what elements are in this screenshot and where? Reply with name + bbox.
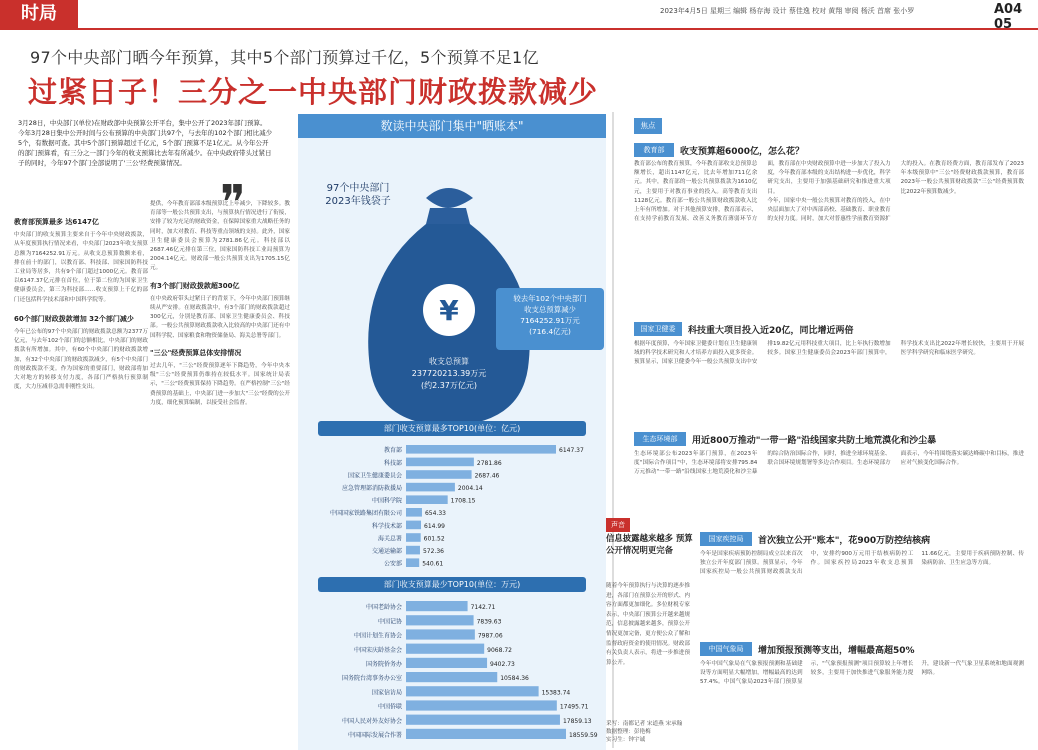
bar	[406, 715, 560, 725]
subheading: 教育部预算最多 达6147亿	[14, 218, 99, 226]
callout-line: (716.4亿元)	[529, 327, 571, 336]
section-tag-cdc: 国家疾控局	[700, 532, 752, 546]
paragraph: 今年已公布的97个中央部门的财政拨款总额为2377万亿元，与去年102个部门的总额相比，中央部门的财政拨款有所增加。其中，有60个中央部门的财政拨款增加，有32个中央部门的财政拨款减少，有5个中央部门的财政拨款不变。作为国家的重要部门，财政部将加大对地方的转移支付力度，各部门严格执行预算制度，大力压减非急需非刚性支出。	[14, 329, 148, 391]
paragraph: 在中央政府带头过紧日子的背景下，今年中央部门预算继续从严安排。在财政拨款中，有3个部门的财政拨款超过300亿元，分别是教育部、国家卫生健康委员会、科技部。一般公共预算财政拨款收入比较高的中央部门还有中国科学院、国家粮食和物资储备局、海关总署等部门。	[150, 295, 290, 339]
bar	[406, 558, 419, 567]
value-label: 654.33	[424, 510, 446, 518]
section-label: 时局	[0, 0, 78, 28]
value-label: 7987.06	[477, 632, 503, 640]
sidebar-title: 信息披露越来越多 预算公开情况明更完备	[606, 533, 693, 555]
section-tag-health: 国家卫健委	[634, 322, 682, 336]
bar	[406, 546, 420, 555]
value-label: 2781.86	[476, 459, 502, 467]
value-label: 7839.63	[476, 618, 502, 626]
category-label: 中国人民对外友好协会	[341, 717, 402, 725]
value-label: 18559.59	[569, 732, 598, 740]
total-budget-value: 237720213.39万元	[411, 369, 487, 378]
category-label: 国务院台湾事务办公室	[341, 675, 402, 683]
category-label: 科学技术部	[371, 522, 402, 530]
section-body-health	[634, 340, 1024, 428]
category-label: 国家信访局	[371, 689, 402, 697]
bar	[406, 700, 557, 710]
value-label: 6147.37	[559, 447, 584, 455]
category-label: 教育部	[383, 447, 402, 455]
value-label: 10584.36	[500, 675, 529, 683]
total-budget-caption: 收支总预算	[429, 357, 469, 366]
section-title-cdc: 首次独立公开"账本"，花900万防控结核病	[758, 536, 931, 546]
value-label: 540.61	[422, 560, 444, 568]
paragraph: 提供，今年教育部部本级预算比上年减少，下降较多。教育部等一般公共预算支出，与预算执行情况进行了衔接，安排了较为充足的财政资金，在保障国家重大战略任务的同时，加大对教育、科技等重点领域的支持。此外，国家卫生健康委员会预算为2781.86亿元。科技部以2687.46亿元排在第三位，国家国防科技工业局预算为2004.14亿元。财政部一般公共预算支出为1705.15亿元。	[150, 201, 290, 272]
value-label: 614.99	[424, 522, 446, 530]
department-count-value: 97个中央部门	[326, 183, 390, 194]
bar	[406, 729, 566, 739]
value-label: 9068.72	[487, 646, 512, 654]
value-label: 601.52	[423, 535, 445, 543]
page-number: A04 05	[994, 2, 1023, 32]
top10-chart-title: 部门收支预算最多TOP10(单位：亿元)	[318, 421, 586, 436]
paragraph: 中央部门的收支预算主要来自于今年中央财政拨款，从年度预算执行情况来看，中央部门2023年收支预算总额为7164252.91万元。从收支总预算数额来看，排在前十的部门，以教育部、科技部、国家国防科技工业局等居多，共有9个部门超过1000亿元。教育部以6147.37亿元排在首位，位于第二位的为国家卫生健康委员会，第三为科技部……收支预算上千亿的部门还包括科学技术部和中国科学院等。	[14, 232, 148, 303]
value-label: 7142.71	[470, 604, 496, 612]
value-label: 1708.15	[450, 497, 476, 505]
section-body-education	[634, 160, 1024, 310]
category-label: 国家卫生健康委员会	[347, 472, 402, 480]
paragraph: 根据年度预算，今年国家卫健委计划在卫生健康领域的科学技术研究和人才培养方面投入更多资金。预算显示，国家卫健委今年一般公共预算支出中安排19.82亿元用科技重大项目，比上年执行数增加较多。国家卫生健康委员会2023年部门预算中，科学技术支出比2022年增长较快，主要用于开展医学科学研究和临床医学研究。	[634, 341, 1024, 366]
section-title-education: 收支预算超6000亿，怎么花？	[680, 147, 805, 157]
bar	[406, 658, 487, 668]
value-label: 17495.71	[559, 703, 589, 711]
infographic-panel	[298, 114, 606, 750]
category-label: 中国老龄协会	[365, 604, 402, 612]
top10-bar-chart	[306, 440, 602, 572]
yuan-symbol-icon: ¥	[439, 294, 459, 327]
paragraph: 今年，国家中央一般公共预算对教育的投入，在中央层面加大了对中西部高校、基础教育、职业教育的支持力度。同时，加大对普惠性学前教育资源扩大的投入。在教育经费方面，教育部发布了2023年本级预算中"三公"经费财政拨款预算，教育部2023年一般公共预算财政拨款"三公"经费预算数比2022年预算数减少。	[767, 161, 1024, 223]
category-label: 公安部	[383, 560, 402, 568]
bar	[406, 601, 468, 611]
subheading: 60个部门财政拨款增加 32个部门减少	[14, 314, 134, 323]
category-label: 中国侨联	[377, 703, 402, 711]
byline: 采写：南都记者 宋道燕 宋承翰 数据整理：彭艳梅 实习生：钟宇诚	[606, 721, 683, 743]
section-body-environment	[634, 450, 1024, 514]
bottom10-bar-chart	[306, 596, 602, 746]
bar	[406, 521, 421, 530]
section-tag-environment: 生态环境部	[634, 432, 686, 446]
paragraph: 今年中国气象局在气象预报预测和基础建设等方面明显大幅增加，增幅最高的达到57.4%。中国气象局2023年部门预算显示，"气象预报预测"项目预算较上年增长较多，主要用于加快推进气象服务能力提升，建设新一代气象卫星系统和地面观测网络。	[700, 661, 1024, 686]
category-label: 国务院侨务办	[365, 661, 402, 669]
decrease-callout	[496, 288, 604, 350]
article-headline: 过紧日子！三分之一中央部门财政拨款减少	[28, 75, 599, 109]
category-label: 海关总署	[377, 535, 402, 543]
value-label: 15383.74	[541, 689, 571, 697]
section-title-meteorology: 增加预报预测等支出，增幅最高超50%	[758, 646, 915, 656]
category-label: 科技部	[383, 459, 402, 467]
value-label: 17859.13	[562, 717, 592, 725]
article-column-2	[150, 200, 290, 748]
section-tag-education: 教育部	[634, 143, 674, 157]
callout-line: 较去年102个中央部门	[513, 294, 587, 303]
value-label: 2004.14	[457, 484, 483, 492]
bag-neck-icon	[426, 208, 470, 224]
section-body-cdc	[700, 550, 1024, 638]
sidebar-text: 随着今年预算执行与决算的逐步推进，各部门在预算公开的形式、内容方面都更加细化。多位财税专家表示，中央部门预算公开越来越规范，信息披露越来越多，预算公开情况更加完备，更方便公众了解和监督政府资金的使用情况。财政部有关负责人表示，将进一步推进预算公开。	[606, 583, 690, 666]
paragraph: 教育部公布的教育预算，今年教育部收支总预算总额增长，超出1147亿元，比去年增加711亿余元。其中，教育部的一般公共预算拨款为1610亿元，主要用于对教育事业的投入。高等教育支出1128亿元。教育部一般公共预算财政拨款收入比上年有所增加。对于其他预算安排，教育部表示，在支持学前教育发展、改善义务教育薄弱环节方面，教育部在中央财政预算中进一步加大了投入力度，今年教育部本级的支出结构进一步优化，科学研究支出，主要用于加强基础研究和推进重大项目。	[634, 161, 891, 223]
bottom10-chart-title: 部门收支预算最少TOP10(单位：万元)	[318, 577, 586, 592]
value-label: 572.36	[422, 547, 444, 555]
bar	[406, 495, 448, 504]
infographic-banner: 数读中央部门集中"晒账本"	[298, 114, 606, 138]
bar	[406, 458, 474, 467]
paragraph: 过去几年，"三公"经费预算逐年下降趋势，今年中央本级"三公"经费预算仍维持在较低水平。国家统计局表示，"三公"经费预算保持下降趋势。在严格控制"三公"经费预算的基础上，中央部门进一步加大"三公"经费的公开力度，细化预算编制，以接受社会监督。	[150, 363, 290, 406]
value-label: 2687.46	[474, 472, 500, 480]
bar	[406, 629, 475, 639]
category-label: 中国宋庆龄基金会	[353, 646, 402, 654]
department-count-label: 2023年钱袋子	[325, 196, 391, 207]
callout-line: 收支总预算减少	[524, 305, 576, 314]
bar	[406, 615, 474, 625]
bag-knot-icon	[426, 188, 473, 208]
section-title-health: 科技重大项目投入近20亿，同比增近两倍	[688, 326, 854, 336]
bar	[406, 644, 484, 654]
value-label: 9402.73	[490, 661, 515, 669]
subheading: "三公"经费预算总体安排情况	[150, 348, 242, 357]
category-label: 中国国家铁路集团有限公司	[329, 510, 402, 518]
total-budget-approx: (约2.37万亿元)	[420, 381, 478, 390]
category-label: 中国记协	[377, 618, 402, 626]
voice-label: 声音	[606, 518, 630, 532]
category-label: 应急管理部消防救援局	[341, 484, 402, 492]
subheading: 有3个部门财政拨款超300亿	[150, 281, 240, 290]
paragraph: 生态环境部公布2023年部门预算，在2023年度"国际合作项目"中，生态环境部将安排795.84万元推动"一带一路"沿线国家土地荒漠化和沙尘暴的综合防治国际合作，同时，推进全球环境基金、联合国环境规划署等多边合作项目。生态环境部方面表示，今年将围绕落实碳达峰碳中和目标，推进应对气候变化国际合作。	[634, 451, 1024, 476]
bar	[406, 470, 472, 479]
focus-label: 焦点	[634, 118, 662, 134]
bar	[406, 445, 556, 454]
bar	[406, 508, 422, 517]
section-title-environment: 用近800万推动"一带一路"沿线国家共防土地荒漠化和沙尘暴	[692, 436, 937, 446]
category-label: 中国科学院	[371, 497, 402, 505]
section-body-meteorology	[700, 660, 1024, 746]
quote-mark-icon: ❞	[220, 175, 246, 231]
category-label: 中国计划生育协会	[353, 632, 402, 640]
category-label: 中国国际发展合作署	[347, 732, 402, 740]
article-column-1	[14, 218, 148, 748]
category-label: 交通运输部	[371, 547, 402, 555]
section-tag-meteorology: 中国气象局	[700, 642, 752, 656]
masthead-rule	[0, 28, 1038, 30]
article-lead: 3月28日，中央部门(单位)在财政部中央预算公开平台，集中公开了2023年部门预算。今年3月28日集中公开时间与公布预算的中央部门共97个，与去年的102个部门相比减少5个，有数据可查。其中5个部门预算超过千亿元，5个部门预算不足1亿元。从今年公开的部门预算看，有三分之一部门今年的收支预算比去年有所减少。在中央政府带头过紧日子的同时，今年97个部门全部说明了'三公'经费预算情况。	[18, 119, 273, 167]
bar	[406, 483, 455, 492]
page-meta: 2023年4月5日 星期三 编辑 杨存海 设计 蔡佳逸 校对 黄翔 审阅 杨沃 首席 张小罗	[660, 7, 915, 15]
bar	[406, 533, 421, 542]
callout-line: 7164252.91万元	[520, 316, 580, 325]
bar	[406, 672, 497, 682]
article-subtitle: 97个中央部门晒今年预算，其中5个部门预算过千亿，5个预算不足1亿	[30, 48, 539, 67]
bar	[406, 686, 539, 696]
paragraph: 今年是国家疾病预防控制局成立以来首次独立公开年度部门预算。预算显示，今年国家疾控局一般公共预算财政拨款支出中，安排约900万元用于结核病防控工作。国家疾控局2023年收支总预算11.66亿元，主要用于疾病预防控制、传染病防治、卫生应急等方面。	[700, 551, 1024, 576]
total-budget-label	[396, 356, 502, 392]
